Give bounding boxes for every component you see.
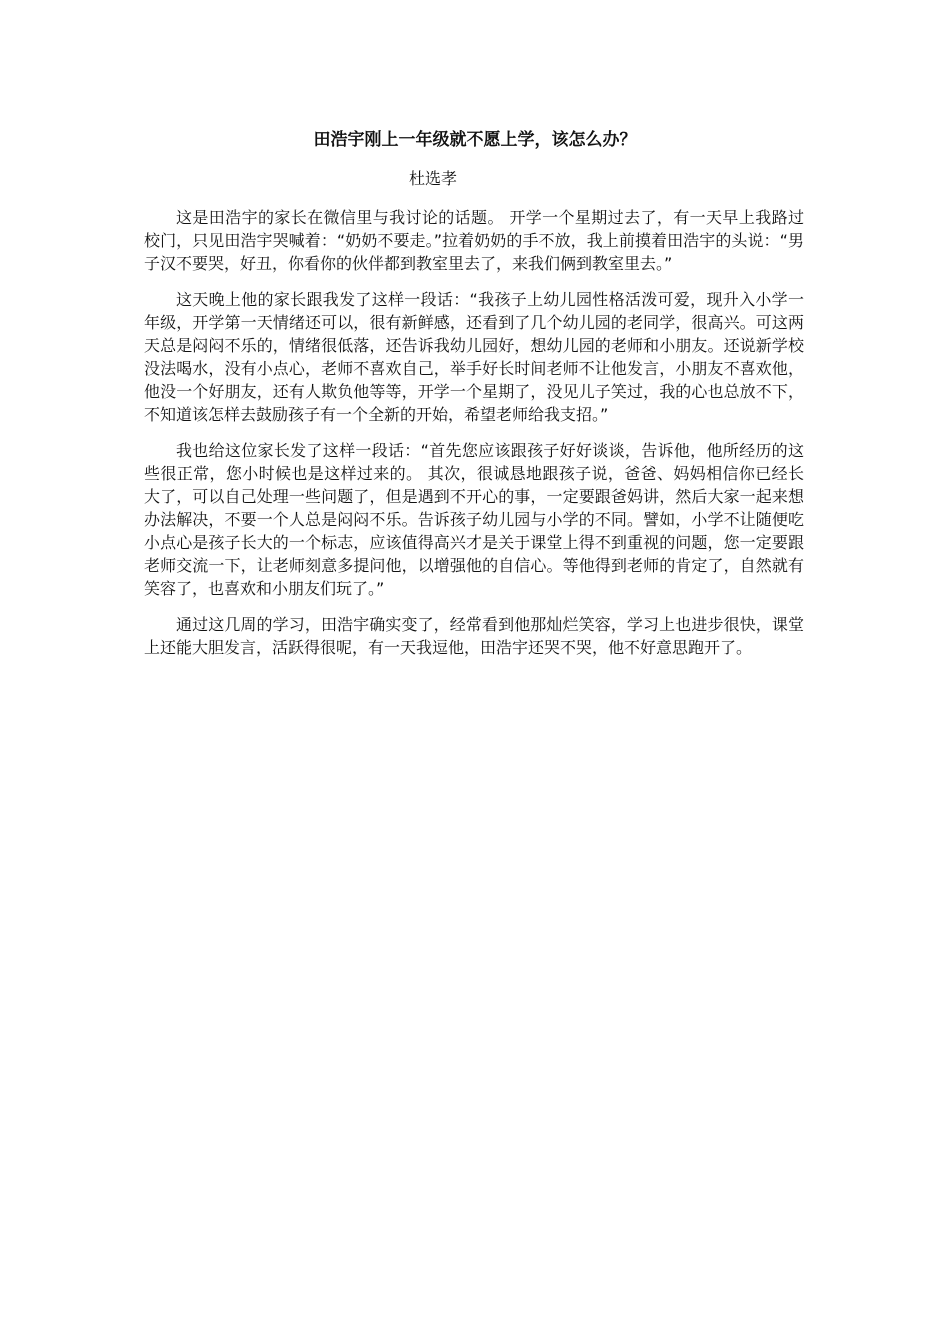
paragraph: 我也给这位家长发了这样一段话：“首先您应该跟孩子好好谈谈，告诉他，他所经历的这些很正常，您小时候也是这样过来的。 其次，很诚恳地跟孩子说，爸爸、妈妈相信你已经长大了，可以自己处理一些问题了，但是遇到不开心的事，一定要跟爸妈讲，然后大家一起来想办法解决，不要一个人总是闷闷不乐。告诉孩子幼儿园与小学的不同。譬如，小学不让随便吃小点心是孩子长大的一个标志，应该值得高兴才是关于课堂上得不到重视的问题，您一定要跟老师交流一下，让老师刻意多提问他，以增强他的自信心。等他得到老师的肯定了，自然就有笑容了，也喜欢和小朋友们玩了。” xyxy=(144,441,804,598)
document-author: 杜选孝 xyxy=(409,169,458,188)
paragraph: 通过这几周的学习，田浩宇确实变了，经常看到他那灿烂笑容，学习上也进步很快，课堂上还能大胆发言，活跃得很呢，有一天我逗他，田浩宇还哭不哭，他不好意思跑开了。 xyxy=(144,615,804,657)
document-title: 田浩宇刚上一年级就不愿上学，该怎么办？ xyxy=(313,130,637,150)
paragraph: 这天晚上他的家长跟我发了这样一段话：“我孩子上幼儿园性格活泼可爱，现升入小学一年级，开学第一天情绪还可以，很有新鲜感，还看到了几个幼儿园的老同学，很高兴。可这两天总是闷闷不乐的，情绪很低落，还告诉我幼儿园好，想幼儿园的老师和小朋友。还说新学校没法喝水，没有小点心，老师不喜欢自己，举手好长时间老师不让他发言，小朋友不喜欢他，他没一个好朋友，还有人欺负他等等，开学一个星期了，没见儿子笑过，我的心也总放不下，不知道该怎样去鼓励孩子有一个全新的开始，希望老师给我支招。” xyxy=(144,290,804,424)
document-body xyxy=(144,206,804,672)
paragraph: 这是田浩宇的家长在微信里与我讨论的话题。 开学一个星期过去了，有一天早上我路过校门，只见田浩宇哭喊着：“奶奶不要走。”拉着奶奶的手不放，我上前摸着田浩宇的头说：“男子汉不要哭，好丑，你看你的伙伴都到教室里去了，来我们俩到教室里去。” xyxy=(144,208,804,273)
